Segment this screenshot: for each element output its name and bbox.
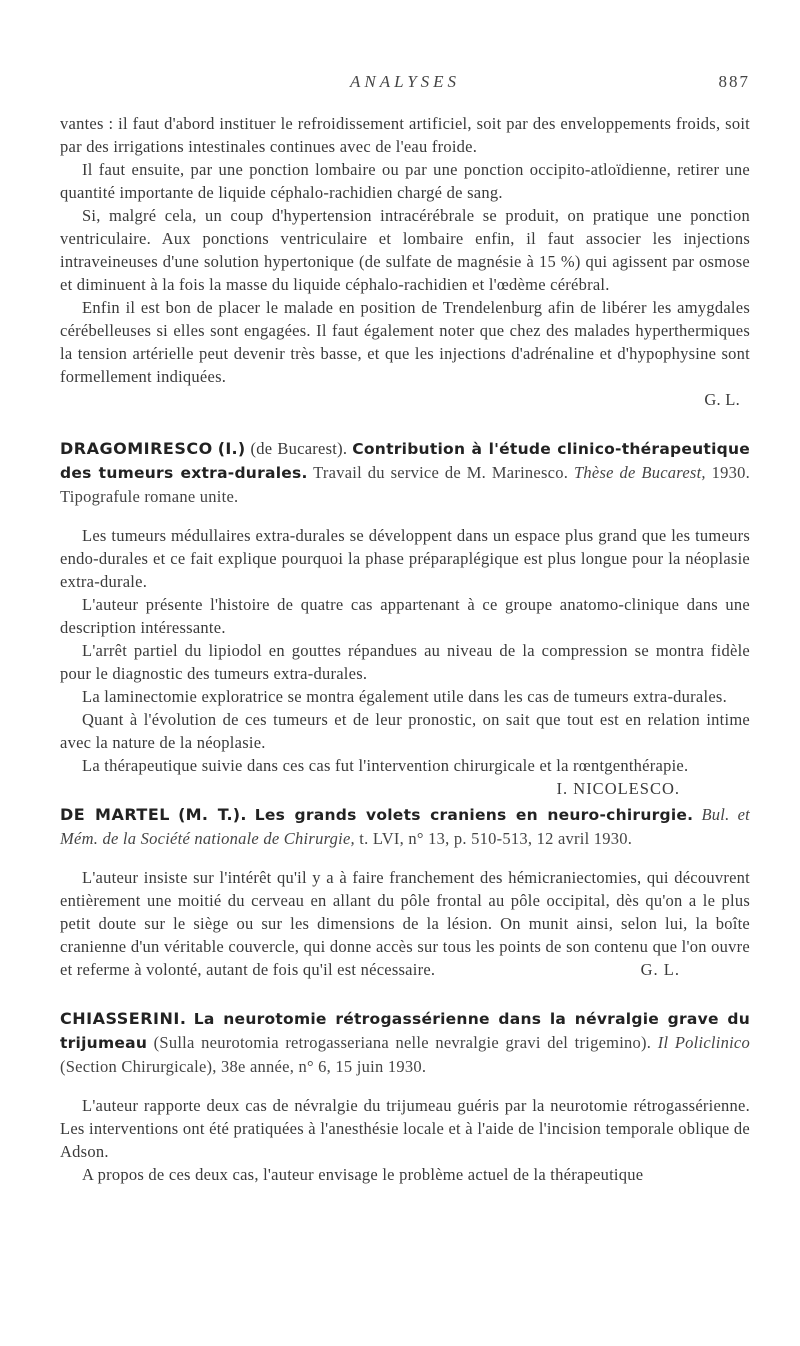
entry-paragraph (60, 754, 750, 798)
abstract-entry-chiasserini (60, 1007, 750, 1186)
entry-paragraph-text: L'auteur insiste sur l'intérêt qu'il y a à faire franchement des hémicraniectomies, qui découvrent entièrement une moitié du cerveau en allant du pôle frontal au pôle occipital, dès qu'on a le plus petit doute sur le siège ou sur les dimensions de la lésion. On munit ainsi, selon lui, la boîte cranienne d'un véritable couvercle, qui donne accès sur tous les points de son contenu que l'on ouvre et referme à volonté, autant de fois qu'il est nécessaire. (60, 868, 750, 979)
entry-heading (60, 437, 750, 508)
entry-paragraph: L'auteur rapporte deux cas de névralgie du trijumeau guéris par la neurotomie rétrogassérienne. Les interventions ont été pratiquées à l'anesthésie locale et à l'aide de l'incision temporale oblique de Adson. (60, 1096, 750, 1161)
page-number: 887 (718, 72, 750, 91)
running-title: ANALYSES (349, 72, 461, 91)
entry-paragraph: La laminectomie exploratrice se montra également utile dans les cas de tumeurs extra-durales. (82, 687, 727, 706)
abstract-entry-de-martel (60, 803, 750, 981)
intro-paragraph: vantes : il faut d'abord instituer le refroidissement artificiel, soit par des enveloppements froids, soit par des irrigations intestinales continues avec de l'eau froide. (60, 114, 750, 156)
entry-paragraph: L'auteur présente l'histoire de quatre cas appartenant à ce groupe anatomo-clinique dans une description intéressante. (60, 595, 750, 637)
intro-paragraph: Il faut ensuite, par une ponction lombaire ou par une ponction occipito-atloïdienne, retirer une quantité importante de liquide céphalo-rachidien chargé de sang. (60, 160, 750, 202)
page-body (60, 112, 750, 1186)
entry-author: DRAGOMIRESCO (60, 439, 213, 458)
review-signature: G. L. (704, 390, 740, 409)
entry-paragraph (60, 866, 750, 981)
intro-paragraph: Enfin il est bon de placer le malade en position de Trendelenburg afin de libérer les amygdales cérébelleuses si elles sont engagées. Il faut également noter que chez des malades hyperthermiques la tension artérielle peut devenir très basse, et que les injections d'adrénaline et d'hypophysine sont formellement indiquées. (60, 298, 750, 386)
entry-title: La neurotomie rétrogassérienne dans la névralgie grave du trijumeau (60, 1010, 751, 1052)
entry-source-italic: Bul. et Mém. de la Société nationale de Chirurgie, (60, 805, 750, 848)
entry-source-tail: t. LVI, n° 13, p. 510-513, 12 avril 1930. (359, 829, 633, 848)
entry-title: Les grands volets craniens en neuro-chirurgie. (254, 806, 694, 824)
entry-paragraph: A propos de ces deux cas, l'auteur envisage le problème actuel de la thérapeutique (82, 1165, 644, 1184)
entry-initials: (I.) (217, 439, 246, 458)
entry-paragraph: Quant à l'évolution de ces tumeurs et de leur pronostic, on sait que tout est en relation intime avec la nature de la néoplasie. (60, 710, 750, 752)
abstract-entry-dragomiresco (60, 437, 751, 798)
entry-heading (60, 803, 750, 850)
entry-source-tail: 1930. Tipografule romane unite. (60, 463, 750, 506)
entry-author: CHIASSERINI. (60, 1009, 187, 1028)
review-signature: I. NICOLESCO. (556, 779, 680, 798)
entry-author: DE MARTEL (60, 805, 170, 824)
entry-source: (Sulla neurotomia retrogasseriana nelle nevralgie gravi del trigemino). (153, 1033, 652, 1052)
review-signature: G. L. (640, 960, 680, 979)
entry-title: Contribution à l'étude clinico-thérapeutique des tumeurs extra-durales. (60, 440, 751, 482)
entry-initials: (M. T.). (178, 805, 247, 824)
entry-paragraph: Les tumeurs médullaires extra-durales se développent dans un espace plus grand que les tumeurs endo-durales et ce fait explique pourquoi la phase préparaplégique est plus longue pour la néoplasie extra-durale. (60, 526, 750, 591)
entry-paragraph: L'arrêt partiel du lipiodol en gouttes répandues au niveau de la compression se montra fidèle pour le diagnostic des tumeurs extra-durales. (60, 641, 750, 683)
entry-heading (60, 1007, 750, 1078)
intro-paragraph: Si, malgré cela, un coup d'hypertension intracérébrale se produit, on pratique une ponction ventriculaire. Aux ponctions ventriculaire et lombaire enfin, il faut associer les injections intraveineuses d'une solution hypertonique (de sulfate de magnésie à 15 %) qui agissent par osmose et diminuent à la fois la masse du liquide céphalo-rachidien et l'œdème cérébral. (60, 206, 750, 294)
entry-source-italic: Thèse de Bucarest, (573, 463, 706, 482)
entry-source: Travail du service de M. Marinesco. (313, 463, 569, 482)
entry-source-tail: (Section Chirurgicale), 38e année, n° 6, 15 juin 1930. (60, 1057, 427, 1076)
entry-origin: (de Bucarest). (250, 439, 348, 458)
entry-source-italic: Il Policlinico (657, 1033, 751, 1052)
running-header (60, 72, 750, 100)
entry-paragraph-text: La thérapeutique suivie dans ces cas fut l'intervention chirurgicale et la rœntgenthérapie. (82, 756, 689, 775)
